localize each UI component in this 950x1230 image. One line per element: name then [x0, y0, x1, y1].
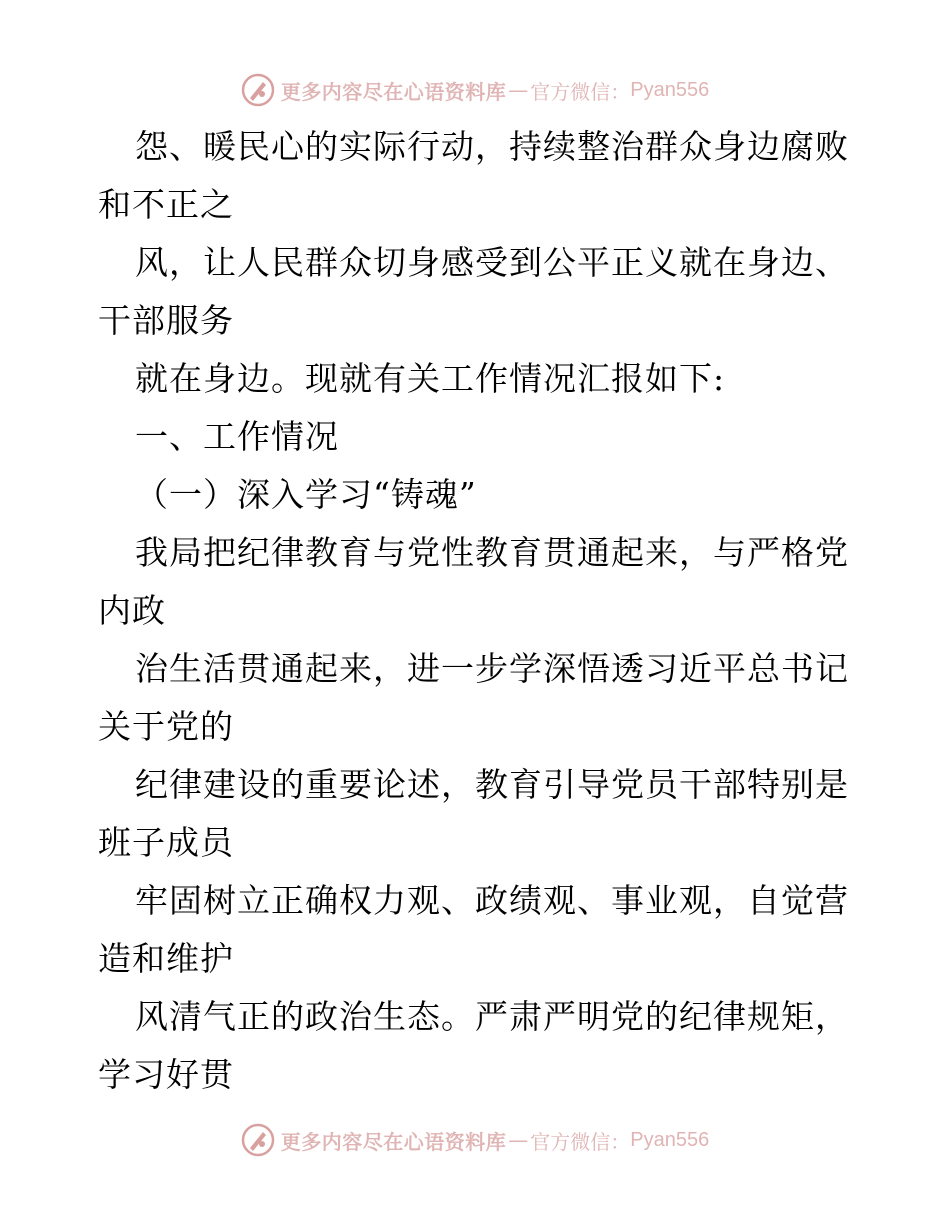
body-line: 风，让人民群众切身感受到公平正义就在身边、 — [135, 243, 849, 282]
pen-logo-icon — [241, 73, 275, 107]
watermark-wechat-id: Pyan556 — [630, 78, 710, 101]
body-line: 牢固树立正确权力观、政绩观、事业观，自觉营 — [135, 881, 849, 920]
body-line: 造和维护 — [98, 939, 234, 978]
body-line: 治生活贯通起来，进一步学深悟透习近平总书记 — [135, 649, 849, 688]
section-heading: 一、工作情况 — [135, 417, 339, 456]
footer-watermark — [0, 1120, 950, 1160]
body-line: 和不正之 — [98, 185, 234, 224]
body-line: 纪律建设的重要论述，教育引导党员干部特别是 — [135, 765, 849, 804]
watermark-site-text: 更多内容尽在心语资料库 — [280, 79, 507, 104]
header-watermark — [0, 70, 950, 110]
subsection-heading: （一）深入学习“铸魂” — [135, 475, 477, 514]
body-line: 班子成员 — [98, 823, 234, 862]
watermark-site-text: 更多内容尽在心语资料库 — [280, 1129, 507, 1154]
watermark-separator: — — [508, 1128, 529, 1152]
body-line: 风清气正的政治生态。严肃严明党的纪律规矩， — [135, 997, 849, 1036]
body-line: 就在身边。现就有关工作情况汇报如下: — [135, 359, 726, 398]
body-line: 怨、暖民心的实际行动，持续整治群众身边腐败 — [135, 127, 849, 166]
watermark-official-label: 官方微信： — [530, 1129, 631, 1154]
body-line: 关于党的 — [98, 707, 234, 746]
watermark-separator: — — [508, 78, 529, 102]
watermark-official-label: 官方微信： — [530, 79, 631, 104]
watermark-wechat-id: Pyan556 — [630, 1128, 710, 1151]
document-body — [98, 118, 858, 1104]
body-line: 我局把纪律教育与党性教育贯通起来，与严格党 — [135, 533, 849, 572]
body-line: 内政 — [98, 591, 166, 630]
body-line: 干部服务 — [98, 301, 234, 340]
body-line: 学习好贯 — [98, 1055, 234, 1094]
pen-logo-icon — [241, 1123, 275, 1157]
